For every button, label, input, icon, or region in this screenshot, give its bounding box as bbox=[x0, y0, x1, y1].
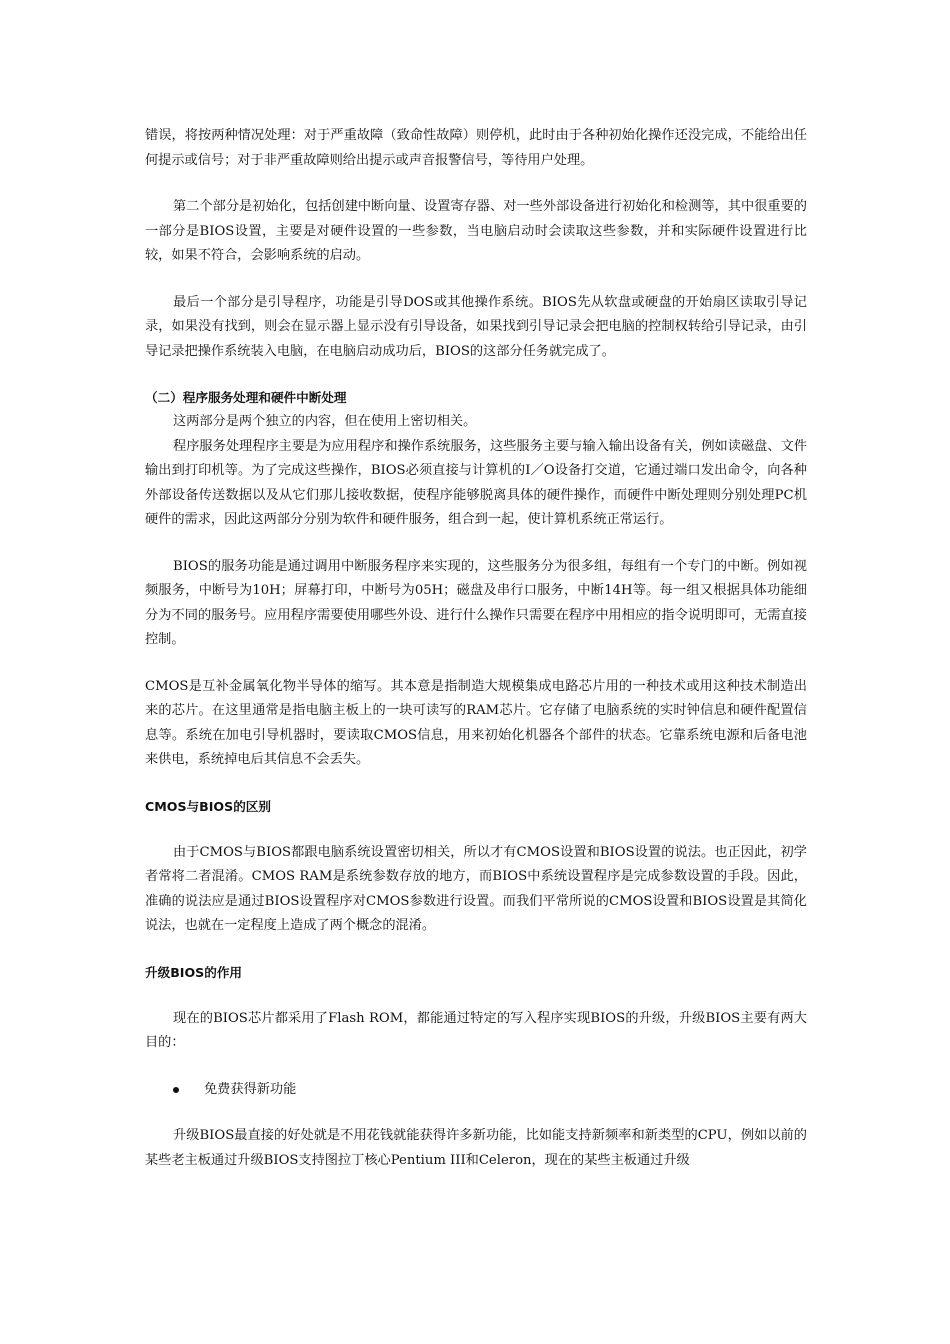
bullet-item-label: 免费获得新功能 bbox=[204, 1081, 297, 1097]
spacer bbox=[145, 173, 807, 195]
spacer bbox=[145, 1056, 807, 1078]
bullet-dot-icon bbox=[173, 1087, 179, 1093]
paragraph-flash-rom: 现在的BIOS芯片都采用了Flash ROM，都能通过特定的写入程序实现BIOS的升级，升级BIOS主要有两大目的： bbox=[145, 1010, 807, 1050]
paragraph-boot-program: 最后一个部分是引导程序，功能是引导DOS或其他操作系统。BIOS先从软盘或硬盘的开始扇区读取引导记录，如果没有找到，则会在显示器上显示没有引导设备，如果找到引导记录会把电脑的控制权转给引导记录，由引导记录把操作系统装入电脑，在电脑启动成功后，BIOS的这部分任务就完成了。 bbox=[145, 294, 807, 359]
paragraph-two-parts: 这两部分是两个独立的内容，但在使用上密切相关。 bbox=[173, 414, 477, 429]
spacer bbox=[145, 939, 807, 961]
spacer bbox=[145, 364, 807, 386]
paragraph-error-handling: 错误，将按两种情况处理：对于严重故障（致命性故障）则停机，此时由于各种初始化操作还没完成，不能给出任何提示或信号；对于非严重故障则给出提示或声音报警信号，等待用户处理。 bbox=[145, 128, 807, 168]
spacer bbox=[145, 653, 807, 675]
paragraph-initialization: 第二个部分是初始化，包括创建中断向量、设置寄存器、对一些外部设备进行初始化和检测等，其中很重要的一部分是BIOS设置，主要是对硬件设置的一些参数，当电脑启动时会读取这些参数，并和实际硬件设置进行比较，如果不符合，会影响系统的启动。 bbox=[145, 199, 807, 263]
section-heading-service-interrupt: （二）程序服务处理和硬件中断处理 bbox=[145, 390, 347, 405]
spacer bbox=[145, 1102, 807, 1124]
paragraph-bios-interrupts: BIOS的服务功能是通过调用中断服务程序来实现的，这些服务分为很多组，每组有一个专门的中断。例如视频服务，中断号为10H；屏幕打印，中断号为05H；磁盘及串行口服务，中断14H等。每一组又根据具体功能细分为不同的服务号。应用程序需要使用哪些外设、进行什么操作只需要在程序中用相应的指令说明即可，无需直接控制。 bbox=[145, 558, 807, 647]
paragraph-upgrade-benefits: 升级BIOS最直接的好处就是不用花钱就能获得许多新功能，比如能支持新频率和新类型的CPU，例如以前的某些老主板通过升级BIOS支持图拉丁核心Pentium III和Celeron，现在的某些主板通过升级 bbox=[145, 1128, 807, 1168]
spacer bbox=[145, 269, 807, 291]
spacer bbox=[145, 819, 807, 841]
document-page bbox=[145, 124, 807, 1173]
spacer bbox=[145, 985, 807, 1007]
section-heading-cmos-vs-bios: CMOS与BIOS的区别 bbox=[145, 798, 271, 814]
paragraph-cmos-bios-difference: 由于CMOS与BIOS都跟电脑系统设置密切相关，所以才有CMOS设置和BIOS设置的说法。也正因此，初学者常将二者混淆。CMOS RAM是系统参数存放的地方，而BIOS中系统设置程序是完成参数设置的手段。因此，准确的说法应是通过BIOS设置程序对CMOS参数进行设置。而我们平常所说的CMOS设置和BIOS设置是其简化说法，也就在一定程度上造成了两个概念的混淆。 bbox=[145, 844, 807, 933]
paragraph-service-handling: 程序服务处理程序主要是为应用程序和操作系统服务，这些服务主要与输入输出设备有关，例如读磁盘、文件输出到打印机等。为了完成这些操作，BIOS必须直接与计算机的I／O设备打交道，它通过端口发出命令，向各种外部设备传送数据以及从它们那儿接收数据，使程序能够脱离具体的硬件操作，而硬件中断处理则分别处理PC机硬件的需求，因此这两部分分别为软件和硬件服务，组合到一起，使计算机系统正常运行。 bbox=[145, 438, 807, 527]
bullet-item-new-features bbox=[145, 1078, 807, 1103]
spacer bbox=[145, 773, 807, 795]
spacer bbox=[145, 533, 807, 555]
paragraph-cmos-definition: CMOS是互补金属氧化物半导体的缩写。其本意是指制造大规模集成电路芯片用的一种技术或用这种技术制造出来的芯片。在这里通常是指电脑主板上的一块可读写的RAM芯片。它存储了电脑系统的实时钟信息和硬件配置信息等。系统在加电引导机器时，要读取CMOS信息，用来初始化机器各个部件的状态。它靠系统电源和后备电池来供电，系统掉电后其信息不会丢失。 bbox=[145, 678, 807, 767]
section-heading-upgrade-bios: 升级BIOS的作用 bbox=[145, 964, 243, 980]
